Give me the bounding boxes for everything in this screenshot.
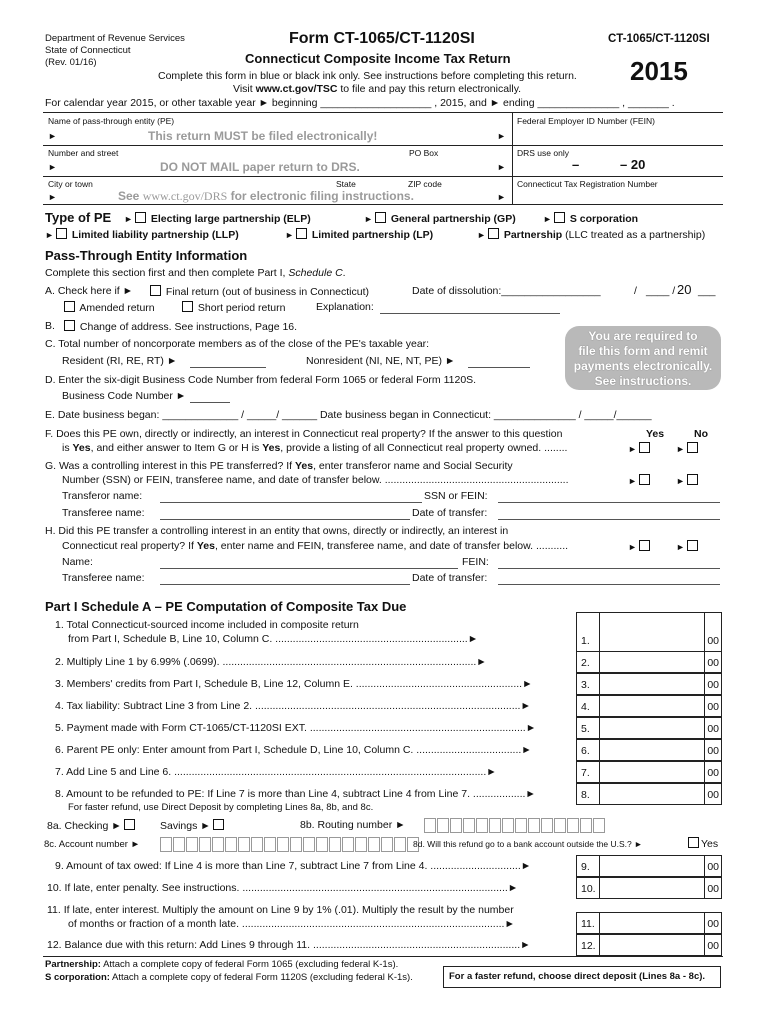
item-f-text1: F. Does this PE own, directly or indirectly, an interest in Connecticut real property? If the answer to this question	[45, 428, 563, 440]
line10-amount[interactable]: 10. 00	[576, 877, 722, 899]
type-of-pe-title: Type of PE	[45, 210, 112, 225]
h-name-label: Name:	[62, 556, 93, 568]
f-no-checkbox[interactable]	[687, 442, 698, 453]
h-name-field[interactable]	[160, 568, 458, 569]
checking-checkbox[interactable]	[124, 819, 135, 830]
partnership-checkbox[interactable]	[488, 228, 499, 239]
s-corp-option[interactable]: ► S corporation	[543, 213, 639, 225]
line1-text1: 1. Total Connecticut-sourced income included in composite return	[55, 619, 359, 631]
item-a-label: A. Check here if ►	[45, 285, 134, 297]
line10-text: 10. If late, enter penalty. See instructions. ...........................................................................................►	[47, 882, 519, 894]
line9-amount[interactable]: 9. 00	[576, 855, 722, 877]
dept-name: Department of Revenue Services	[45, 33, 185, 44]
line9-text: 9. Amount of tax owed: If Line 4 is more than Line 7, subtract Line 7 from Line 4. ...............................►	[55, 860, 532, 872]
line8d-label: 8d. Will this refund go to a bank account outside the U.S.? ►	[413, 839, 643, 849]
item-h-text1: H. Did this PE transfer a controlling interest in an entity that owns, directly or indirectly, an interest in	[45, 525, 509, 537]
zip-label: ZIP code	[408, 179, 442, 189]
line2-text: 2. Multiply Line 1 by 6.99% (.0699). .......................................................................................►	[55, 656, 487, 668]
ssn-fein-label: SSN or FEIN:	[424, 490, 488, 502]
partnership-option[interactable]: ► Partnership (LLC treated as a partnership)	[477, 229, 706, 241]
efile-note: See www.ct.gov/DRS for electronic filing instructions.	[118, 189, 414, 203]
item-d-text: D. Enter the six-digit Business Code Number from federal Form 1065 or federal Form 1120S.	[45, 374, 477, 386]
line11-amount[interactable]: 11. 00	[576, 912, 722, 934]
street-arrow: ►	[48, 162, 57, 172]
line8-amount[interactable]: 8. 00	[576, 783, 722, 805]
elp-option[interactable]: ► Electing large partnership (ELP)	[124, 213, 311, 225]
final-return-checkbox[interactable]	[150, 285, 161, 296]
business-code-field[interactable]	[190, 402, 230, 403]
street-label: Number and street	[48, 148, 119, 158]
line6-amount[interactable]: 6. 00	[576, 739, 722, 761]
line8c-label: 8c. Account number ►	[44, 839, 141, 850]
change-address-option[interactable]: Change of address. See instructions, Page 16.	[62, 320, 297, 333]
form-title: Form CT-1065/CT-1120SI	[289, 30, 475, 47]
pass-through-intro: Complete this section first and then complete Part I, Schedule C.	[45, 267, 346, 279]
line5-text: 5. Payment made with Form CT-1065/CT-1120SI EXT. ..........................................................................►	[55, 722, 537, 734]
state-label: State	[336, 179, 356, 189]
gp-checkbox[interactable]	[375, 212, 386, 223]
faster-refund-note: For a faster refund, choose direct deposit (Lines 8a - 8c).	[449, 971, 706, 982]
form-code: CT-1065/CT-1120SI	[608, 33, 710, 45]
line1-amount[interactable]: 1. 00	[576, 612, 722, 652]
h-transferee-field[interactable]	[160, 584, 410, 585]
line8a-savings[interactable]: Savings ►	[160, 819, 226, 832]
h-no[interactable]: ►	[676, 540, 700, 553]
partnership-attach-note: Partnership: Attach a complete copy of federal Form 1065 (excluding federal K-1s).	[45, 959, 399, 970]
line5-amount[interactable]: 5. 00	[576, 717, 722, 739]
h-yes[interactable]: ►	[628, 540, 652, 553]
g-no-checkbox[interactable]	[687, 474, 698, 485]
h-date-label: Date of transfer:	[412, 572, 488, 584]
f-yes[interactable]: ►	[628, 442, 652, 455]
no-header: No	[694, 428, 708, 440]
h-no-checkbox[interactable]	[687, 540, 698, 551]
visit-instructions: Visit www.ct.gov/TSC to file and pay this return electronically.	[233, 83, 522, 95]
g-yes[interactable]: ►	[628, 474, 652, 487]
line8d-checkbox[interactable]	[688, 837, 699, 848]
g-yes-checkbox[interactable]	[639, 474, 650, 485]
date-transfer-label: Date of transfer:	[412, 507, 488, 519]
lp-option[interactable]: ► Limited partnership (LP)	[285, 229, 434, 241]
nonresident-field[interactable]	[468, 367, 530, 368]
line11-text2: of months or fraction of a month late. ..........................................................................................►	[68, 918, 515, 930]
line2-amount[interactable]: 2. 00	[576, 651, 722, 673]
fein-label: Federal Employer ID Number (FEIN)	[517, 116, 655, 126]
elp-checkbox[interactable]	[135, 212, 146, 223]
line4-text: 4. Tax liability: Subtract Line 3 from Line 2. ...........................................................................................►	[55, 700, 531, 712]
pobox-arrow: ►	[497, 162, 506, 172]
tax-year: 2015	[630, 56, 688, 86]
h-fein-label: FEIN:	[462, 556, 489, 568]
dissolution-date[interactable]: Date of dissolution:_________________	[412, 285, 601, 297]
account-number-field[interactable]	[160, 836, 420, 854]
routing-number-field[interactable]	[424, 817, 606, 835]
short-period-checkbox[interactable]	[182, 301, 193, 312]
explanation-field[interactable]	[380, 313, 560, 314]
ssn-fein-field[interactable]	[498, 502, 720, 503]
line7-amount[interactable]: 7. 00	[576, 761, 722, 783]
po-box-label: PO Box	[409, 148, 439, 158]
schedule-a-title: Part I Schedule A – PE Computation of Composite Tax Due	[45, 599, 407, 614]
h-fein-field[interactable]	[498, 568, 720, 569]
dissolution-day[interactable]: ____ /	[646, 285, 676, 297]
item-c-text: C. Total number of noncorporate members as of the close of the PE's taxable year:	[45, 338, 430, 350]
line12-text: 12. Balance due with this return: Add Lines 9 through 11. .......................................................................►	[47, 939, 531, 951]
line12-amount[interactable]: 12. 00	[576, 934, 722, 956]
lp-checkbox[interactable]	[296, 228, 307, 239]
business-code-label: Business Code Number ►	[62, 390, 187, 402]
h-date-field[interactable]	[498, 584, 720, 585]
line8b-label: 8b. Routing number ►	[300, 819, 406, 831]
line8d-yes[interactable]: Yes	[686, 837, 718, 850]
dissolution-century: 20	[677, 282, 692, 297]
item-e-text[interactable]: E. Date business began: _____________ / _____/ ______ Date business began in Connecticut: ______________ / _____/______	[45, 409, 652, 421]
form-subtitle: Connecticut Composite Income Tax Return	[245, 51, 511, 66]
line1-text2: from Part I, Schedule B, Line 10, Column C. ..................................................................►	[68, 633, 479, 645]
tsc-link[interactable]: www.ct.gov/TSC	[255, 83, 338, 95]
state-name: State of Connecticut	[45, 45, 131, 56]
final-return-option[interactable]: Final return (out of business in Connecticut)	[148, 285, 369, 298]
fein-arrow: ►	[497, 131, 506, 141]
amended-option[interactable]: Amended return	[62, 301, 155, 314]
h-transferee-label: Transferee name:	[62, 572, 145, 584]
revision: (Rev. 01/16)	[45, 57, 97, 68]
h-yes-checkbox[interactable]	[639, 540, 650, 551]
yes-header: Yes	[646, 428, 665, 440]
drs-dash: –	[572, 157, 580, 172]
line11-text1: 11. If late, enter interest. Multiply the amount on Line 9 by 1% (.01). Multiply the result by the number	[47, 904, 514, 916]
resident-field[interactable]	[190, 367, 266, 368]
ct-reg-arrow: ►	[497, 192, 506, 202]
date-transfer-field[interactable]	[498, 519, 720, 520]
transferee-name-field[interactable]	[160, 519, 410, 520]
llp-option[interactable]: ► Limited liability partnership (LLP)	[45, 229, 239, 241]
city-arrow: ►	[48, 192, 57, 202]
pe-name-label: Name of pass-through entity (PE)	[48, 116, 175, 126]
item-g-text2: Number (SSN) or FEIN, transferee name, and date of transfer below. ...............................................................	[62, 474, 569, 486]
g-no[interactable]: ►	[676, 474, 700, 487]
pe-name-arrow: ►	[48, 131, 57, 141]
electronic-filing-note: This return MUST be filed electronically!	[148, 129, 378, 143]
line3-text: 3. Members' credits from Part I, Schedule B, Line 12, Column E. .........................................................►	[55, 678, 533, 690]
city-label: City or town	[48, 179, 93, 189]
drs-use-label: DRS use only	[517, 148, 569, 158]
efile-required-bubble: You are required to file this form and remit payments electronically. See instructions.	[565, 326, 721, 390]
llp-checkbox[interactable]	[56, 228, 67, 239]
calendar-year-line[interactable]: For calendar year 2015, or other taxable year ► beginning ___________________ , 2015, and ► ending ______________ , _______ .	[45, 97, 675, 109]
dissolution-year[interactable]: ___	[698, 285, 716, 297]
explanation-label: Explanation:	[316, 301, 374, 313]
line7-text: 7. Add Line 5 and Line 6. ...........................................................................................................►	[55, 766, 497, 778]
transferor-name-field[interactable]	[160, 502, 422, 503]
nonresident-label: Nonresident (NI, NE, NT, PE) ►	[306, 355, 456, 367]
savings-checkbox[interactable]	[213, 819, 224, 830]
f-yes-checkbox[interactable]	[639, 442, 650, 453]
pass-through-title: Pass-Through Entity Information	[45, 248, 248, 263]
change-address-checkbox[interactable]	[64, 320, 75, 331]
dissolution-slash: /	[634, 285, 637, 297]
ct-reg-label: Connecticut Tax Registration Number	[517, 179, 658, 189]
s-corp-attach-note: S corporation: Attach a complete copy of federal Form 1120S (excluding federal K-1s).	[45, 972, 413, 983]
item-h-text2: Connecticut real property? If Yes, enter name and FEIN, transferee name, and date of transfer below. ...........	[62, 540, 569, 552]
faster-refund-box	[443, 966, 721, 988]
line8-text: 8. Amount to be refunded to PE: If Line 7 is more than Line 4, subtract Line 4 from Line 7. ..................►	[55, 788, 536, 800]
resident-label: Resident (RI, RE, RT) ►	[62, 355, 178, 367]
do-not-mail-note: DO NOT MAIL paper return to DRS.	[160, 160, 360, 174]
line6-text: 6. Parent PE only: Enter amount from Part I, Schedule D, Line 10, Column C. ....................................►	[55, 744, 532, 756]
short-period-option[interactable]: Short period return	[180, 301, 285, 314]
gp-option[interactable]: ► General partnership (GP)	[364, 213, 516, 225]
line8a-checking[interactable]: 8a. Checking ►	[47, 819, 137, 832]
ink-instructions: Complete this form in blue or black ink only. See instructions before completing this return.	[158, 70, 577, 82]
line8-note: For faster refund, use Direct Deposit by completing Lines 8a, 8b, and 8c.	[68, 802, 374, 813]
item-b-label: B.	[45, 320, 55, 332]
f-no[interactable]: ►	[676, 442, 700, 455]
amended-checkbox[interactable]	[64, 301, 75, 312]
s-corp-checkbox[interactable]	[554, 212, 565, 223]
transferor-name-label: Transferor name:	[62, 490, 143, 502]
item-g-text1: G. Was a controlling interest in this PE transferred? If Yes, enter transferor name and Social Security	[45, 460, 513, 472]
transferee-name-label: Transferee name:	[62, 507, 145, 519]
item-f-text2: is Yes, and either answer to Item G or H is Yes, provide a listing of all Connecticut real property owned. ........	[62, 442, 568, 454]
drs-year: – 20	[620, 157, 646, 172]
line4-amount[interactable]: 4. 00	[576, 695, 722, 717]
line3-amount[interactable]: 3. 00	[576, 673, 722, 695]
